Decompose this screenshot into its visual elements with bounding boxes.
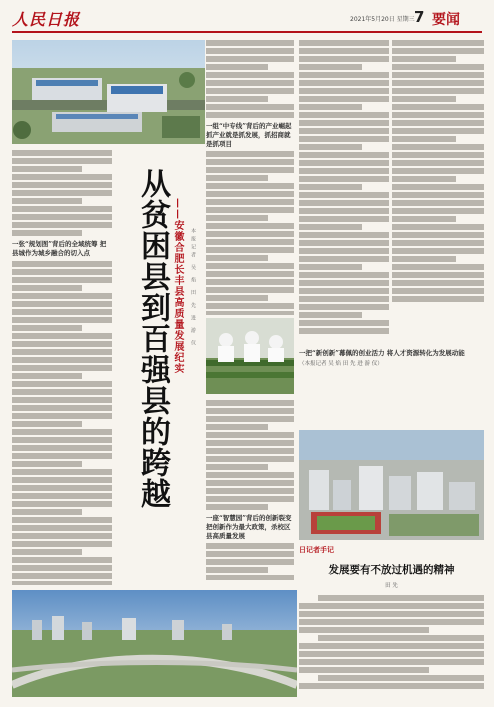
issue-date: 2021年5月20日 星期三 (350, 16, 415, 23)
right-subhead-talent: 一把“新创新”幕佩的创业活力 将人才资源转化为发展动能 (299, 349, 465, 357)
city-aerial-image (299, 430, 484, 540)
factory-workers-image (206, 318, 294, 394)
right-text-column-b (392, 40, 484, 340)
factory-workers-photo (206, 318, 294, 394)
right-text-column-a (299, 40, 389, 340)
memo-body (299, 595, 484, 697)
middle-text-column-bottom (206, 400, 294, 580)
article-byline: 本报记者 吴 焰 田 先 进 游 仪 (190, 228, 196, 349)
article-subtitle: ——安徽合肥长丰县高质量发展纪实 (172, 198, 183, 374)
reporter-credit: （本报记者 吴 焰 田 先 进 游 仪） (299, 360, 383, 367)
bottom-panorama-photo (12, 590, 297, 697)
newspaper-logo: 人民日报 (12, 10, 81, 29)
middle-text-column-top (206, 40, 294, 315)
memo-title: 发展要有不放过机遇的精神 (328, 564, 455, 576)
middle-subhead-industry: 一组“中专线”背后的产业崛起 抓产业就是抓发展，抓招商就是抓项目 (206, 122, 292, 148)
left-text-column (12, 150, 112, 585)
article-headline: 从贫困县到百强县的跨越 (135, 168, 170, 509)
right-middle-block (299, 345, 484, 435)
section-name: 要闻 (432, 12, 460, 28)
middle-subhead-innovation: 一座“智慧园”背后的创新裂变 把创新作为最大政策，杀校区县高质量发展 (206, 514, 292, 540)
memo-author: 田 先 (385, 583, 398, 589)
masthead (12, 5, 482, 33)
city-aerial-photo (299, 430, 484, 540)
logistics-park-photo (12, 40, 205, 144)
left-subhead: 一张“规划图”背后的全域统筹 把县城作为城乡融合的切入点 (12, 240, 107, 257)
highway-panorama-image (12, 590, 297, 697)
page-number: 7 (414, 8, 425, 26)
memo-tag: 日记者手记 (299, 545, 334, 554)
top-left-photo (12, 40, 205, 144)
